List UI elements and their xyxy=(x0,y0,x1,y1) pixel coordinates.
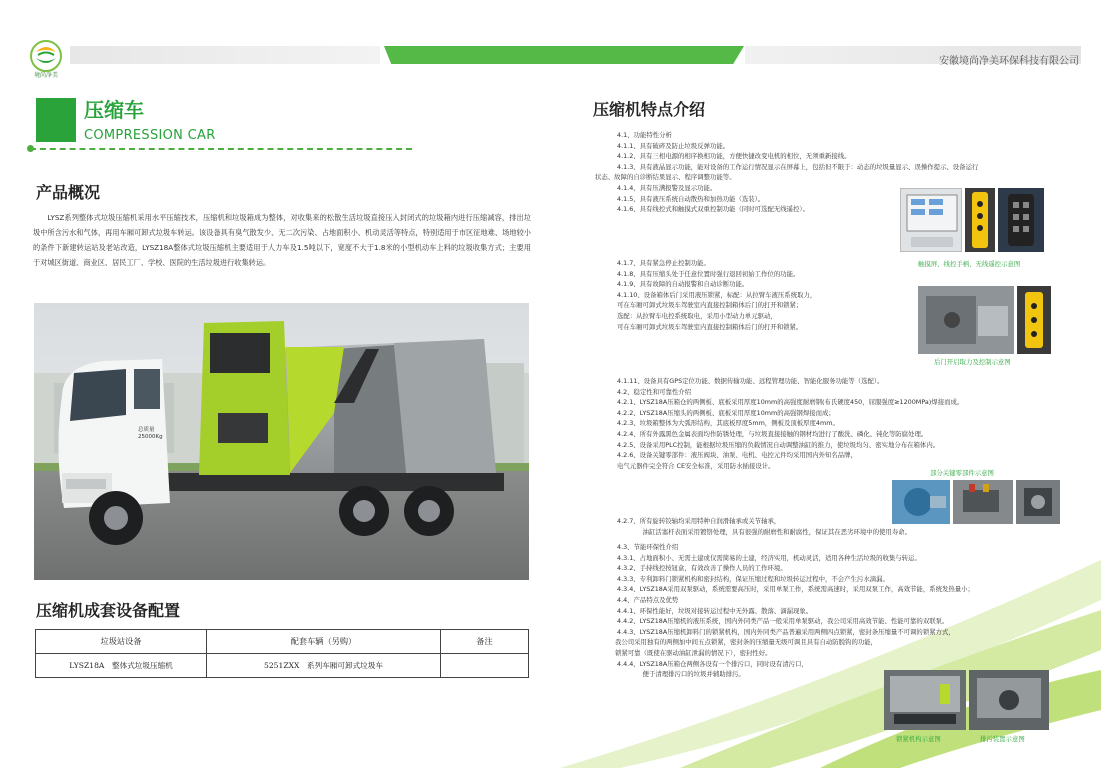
table-cell xyxy=(441,654,529,678)
feature-line: 4.2.5、设备采用PLC控制，能根据垃圾压缩的负载情况自动调整油缸的推力，使垃圾均匀、密实地分布在箱体内。 xyxy=(617,440,940,449)
features-block-4 xyxy=(617,542,974,680)
wireless-remote-photo xyxy=(998,188,1044,252)
feature-line: 4.2.2、LYSZ18A压缩头的两侧板、底板采用厚度10mm的高强钢焊接而成； xyxy=(617,408,835,417)
feature-line: 4.3.3、专利卸料门锁紧机构和密封结构，保证压缩过程和垃圾转运过程中，不会产生污水滴漏。 xyxy=(617,574,889,583)
overview-heading: 产品概况 xyxy=(36,183,101,202)
caption-components: 部分关键零部件示意图 xyxy=(930,469,994,477)
feature-line: 便于清理排污口的垃圾并辅助排污。 xyxy=(617,670,745,679)
feature-line: 可在车厢可卸式垃圾车驾驶室内直接控制箱体后门的打开和锁紧； xyxy=(617,301,803,310)
feature-line: 4.2.3、垃圾箱整体为大弧形结构，其底板厚度5mm，侧板及顶板厚度4mm。 xyxy=(617,419,839,428)
feature-line: 4.1.4、具有压满报警及显示功能。 xyxy=(617,183,717,192)
touchscreen-photo xyxy=(900,188,962,252)
feature-line: 油缸活塞杆表面采用镀铬处理，具有很强的耐磨性和耐腐性，保证其在恶劣环境中的使用寿命。 xyxy=(617,527,911,536)
rear-door-photo xyxy=(918,286,1014,354)
hydraulic-valve-photo xyxy=(953,480,1013,524)
table-header: 配套车辆（另购） xyxy=(207,630,441,654)
features-heading: 压缩机特点介绍 xyxy=(593,100,706,119)
feature-line: 4.1.11、设备具有GPS定位功能、数据传输功能、远程管理功能、智能化服务功能等（选配）。 xyxy=(617,377,884,385)
overview-text: LYSZ系列整体式垃圾压缩机采用水平压缩技术，压缩机和垃圾箱成为整体，对收集来的松散生活垃圾直接压入封闭式的垃圾箱内进行压缩减容，排出垃圾中所含污水和气体，再用车厢可卸式垃圾车转运。该设备具有臭气散发少、无二次污染、占地面积小、机动灵活等特点，特别适用于市区征地难、场地较小的条件下新建转运站及老站改造，LYSZ18A整体式垃圾压缩机主要适用于人力车及1.5吨以下，宽度不大于1.8米的小型机动车上料的垃圾收集方式；主要用于对城区街道、商业区、居民工厂、学校、医院的生活垃圾进行收集转运。 xyxy=(33,213,531,267)
feature-line: 4.1.10、设备箱体后门采用液压锁紧，标配：从拉臂车液压系统取力， xyxy=(617,290,817,299)
caption-rear-door: 后门开启取力及控制示意图 xyxy=(934,358,1011,366)
table-header-row xyxy=(36,630,529,654)
feature-line: 我公司采用独有的两侧加中间五点锁紧，密封条的压缩量无级可调且具有自动防脱钩的功能， xyxy=(615,638,878,647)
locking-mechanism-photo xyxy=(884,670,966,730)
feature-line: 4.1.7、具有紧急停止控制功能。 xyxy=(617,259,710,267)
feature-line: 4.4.2、LYSZ18A压缩机的液压系统，国内外同类产品一般采用单泵驱动，我公司采用高效节能、性能可靠的双联泵。 xyxy=(617,617,949,626)
feature-line: 锁紧可靠（既使在驱动油缸泄漏的情况下），密封性好。 xyxy=(615,648,772,657)
feature-line: 可在车厢可卸式垃圾车驾驶室内直接控制箱体后门的打开和锁紧。 xyxy=(617,322,803,331)
features-block-2 xyxy=(617,258,816,332)
oil-pump-photo xyxy=(1016,480,1060,524)
feature-line: 4.1.3、具有液晶显示功能，能对设备的工作运行情况显示在屏幕上，包括但不限于：动态的垃圾量显示、误操作提示、设备运行 xyxy=(617,162,979,171)
header-bar-left xyxy=(70,46,380,64)
feature-line: 4.2.6、设备关键零部件：液压阀块、油泵、电机、电控元件均采用国内外知名品牌， xyxy=(617,451,857,460)
logo-text: 境尚净美 xyxy=(33,72,58,79)
table-header: 备注 xyxy=(441,630,529,654)
feature-line: 4.2、稳定性和可靠性介绍 xyxy=(617,387,692,396)
caption-controls: 触摸屏、线控手柄、无线遥控示意图 xyxy=(918,260,1021,268)
rear-control-handle-photo xyxy=(1017,286,1051,354)
caption-drainage: 排污装置示意图 xyxy=(980,735,1025,743)
table-header: 垃圾站设备 xyxy=(36,630,207,654)
config-heading: 压缩机成套设备配置 xyxy=(36,601,181,620)
company-logo xyxy=(28,38,64,74)
feature-line: 4.3.1、占地面积小、无需土建或仅需简易的土建，经济实用，机动灵活，适用各种生活垃圾的收集与转运。 xyxy=(617,553,921,562)
wire-control-handle-photo xyxy=(965,188,995,252)
features-block-4a xyxy=(617,516,911,537)
feature-line: 状态、故障的自诊断结果显示、程序调整功能等。 xyxy=(595,173,736,182)
feature-line: 4.3.2、手持线控按钮盒，有效改善了操作人员的工作环境。 xyxy=(617,564,787,573)
title-accent-block xyxy=(36,98,76,142)
table-cell: LYSZ18A 整体式垃圾压缩机 xyxy=(36,654,207,678)
feature-line: 4.1.8、具有压缩头处于任意位置时强行退回初始工作位的功能。 xyxy=(617,269,800,278)
features-block-3 xyxy=(617,376,963,471)
title-divider xyxy=(30,148,412,150)
feature-line: 4.1.6、具有线控式和触摸式双重控制功能（同时可选配无线遥控）。 xyxy=(617,205,809,214)
table-cell: 5251ZXX 系列车厢可卸式垃圾车 xyxy=(207,654,441,678)
table-row xyxy=(36,654,529,678)
company-name: 安徽境尚净美环保科技有限公司 xyxy=(939,56,1079,67)
feature-line: 4.1、功能特性分析 xyxy=(617,131,672,139)
caption-locking: 锁紧机构示意图 xyxy=(896,735,941,743)
feature-line: 4.2.1、LYSZ18A压箱仓的两侧板、底板采用厚度10mm的高强度耐磨钢(布氏硬度450，屈服强度≥1200MPa)焊接而成。 xyxy=(617,398,964,407)
header-bar-accent xyxy=(384,46,744,64)
drainage-device-photo xyxy=(969,670,1049,730)
feature-line: 电气元器件完全符合 CE安全标准，采用防水插接设计。 xyxy=(617,461,775,470)
feature-line: 4.3.4、LYSZ18A采用双泵驱动，系统需要高压时，采用单泵工作，系统需高速时，采用双泵工作，高效节能，系统发热量小； xyxy=(617,585,974,594)
feature-line: 4.1.1、具有破碎及防止垃圾反弹功能。 xyxy=(617,141,730,150)
feature-line: 4.3、节能环保性介绍 xyxy=(617,543,679,551)
page-subtitle: COMPRESSION CAR xyxy=(84,128,216,143)
feature-line: 选配：从拉臂车电控系统取电，采用小型动力单元驱动， xyxy=(617,311,777,320)
truck-weight-label: 总质量 25000Kg xyxy=(138,427,163,440)
feature-line: 4.1.5、具有液压系统自动散热和加热功能（选装）。 xyxy=(617,194,765,203)
feature-line: 4.4.1、环保性能好，垃圾对接转运过程中无外露、散落、滴漏现象。 xyxy=(617,606,813,615)
feature-line: 4.2.4、所有外露黑色金属表面均作防锈处理，与垃圾直接接触的钢材均进行了酸洗、磷化、钝化等防腐处理。 xyxy=(617,429,928,438)
config-table xyxy=(35,629,529,678)
feature-line: 4.2.7、所有旋转铰轴均采用特种自润滑轴承或关节轴承， xyxy=(617,517,781,525)
feature-line: 4.1.9、具有故障的自动报警和自动诊断功能。 xyxy=(617,280,749,289)
feature-line: 4.1.2、具有三相电源的相序换相功能，方便快捷改变电机的相位，无须重新接线。 xyxy=(617,152,851,161)
feature-line: 4.4.4、LYSZ18A压箱仓两侧各设有一个排污口，同时设有清污口， xyxy=(617,659,808,668)
feature-line: 4.4.3、LYSZ18A压缩机卸料门的锁紧机构，国内外同类产品普遍采用两侧四点锁紧，密封条压缩量不可调的锁紧方式， xyxy=(617,627,955,636)
page-title: 压缩车 xyxy=(84,98,144,122)
truck-photo xyxy=(34,303,529,580)
feature-line: 4.4、产品特点及优势 xyxy=(617,595,679,604)
